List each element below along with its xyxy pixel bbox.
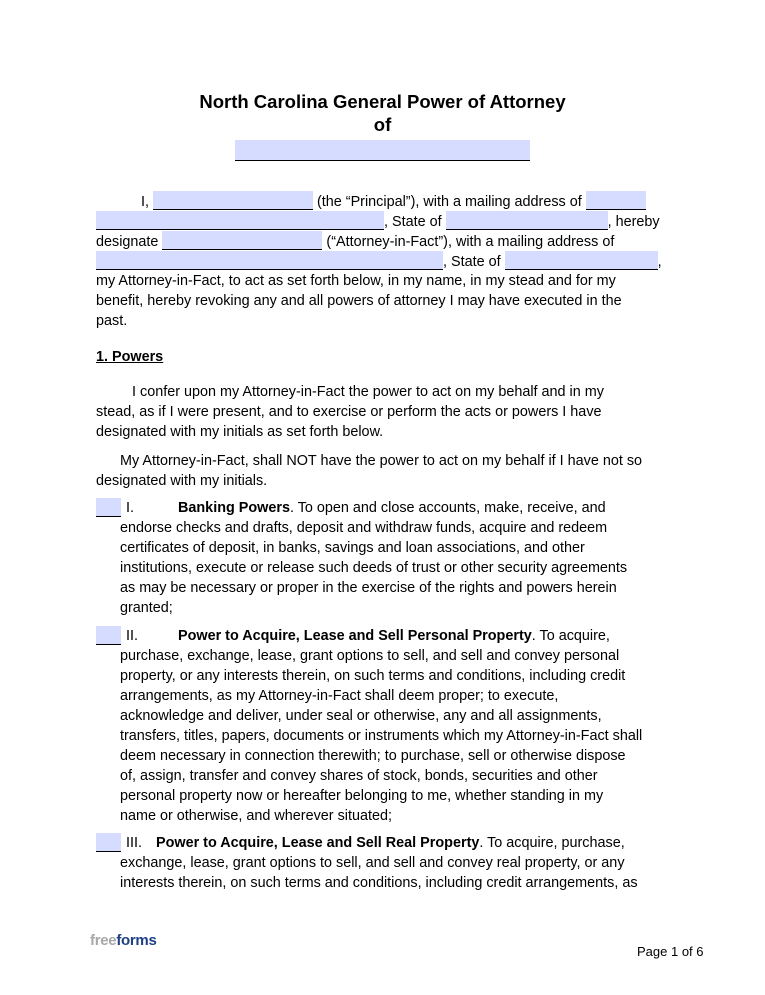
item-2-line: arrangements, as my Attorney-in-Fact shall deem proper; to execute, xyxy=(120,688,559,704)
powers-para2-line1: My Attorney-in-Fact, shall NOT have the power to act on my behalf if I have not so xyxy=(120,453,643,469)
item-2-line: deem necessary in connection therewith; to purchase, sell or otherwise dispose xyxy=(120,748,626,764)
item-2-line: property, or any interests therein, on such terms and conditions, including credit xyxy=(120,668,626,684)
principal-address-field-start[interactable] xyxy=(586,191,646,210)
item-2-body xyxy=(120,646,642,826)
attorney-state-field[interactable] xyxy=(505,251,658,270)
principal-state-field[interactable] xyxy=(446,211,608,230)
item-1-heading: Banking Powers xyxy=(178,500,290,516)
item-numeral-1: I. xyxy=(126,500,134,516)
item-3-heading: Power to Acquire, Lease and Sell Real Property xyxy=(156,835,480,851)
item-1-first-line xyxy=(178,498,606,518)
intro-designate: designate xyxy=(96,234,159,250)
powers-para1-line2: stead, as if I were present, and to exercise or perform the acts or powers I have xyxy=(96,404,602,420)
section-heading-powers: 1. Powers xyxy=(96,349,164,365)
item-3-first-text: . To acquire, purchase, xyxy=(479,835,625,851)
initials-field-real-property[interactable] xyxy=(96,833,121,852)
item-numeral-2: II. xyxy=(126,628,138,644)
item-2-line: purchase, exchange, lease, grant options to sell, and sell and convey personal xyxy=(120,648,620,664)
item-1-line: institutions, execute or release such deeds of trust or other security agreements xyxy=(120,560,628,576)
intro-line-6: benefit, hereby revoking any and all powers of attorney I may have executed in the xyxy=(96,293,622,309)
item-3-line: exchange, lease, grant options to sell, and sell and convey real property, or any xyxy=(120,855,625,871)
page-number: Page 1 of 6 xyxy=(637,944,704,959)
item-1-line: as may be necessary or proper in the exercise of the rights and powers herein xyxy=(120,580,617,596)
document-title-of: of xyxy=(373,114,392,135)
freeforms-logo xyxy=(90,932,157,949)
intro-line-5: my Attorney-in-Fact, to act as set forth below, in my name, in my stead and for my xyxy=(96,273,616,289)
item-2-heading: Power to Acquire, Lease and Sell Personal Property xyxy=(178,628,532,644)
intro-line-4 xyxy=(96,251,676,272)
logo-free: free xyxy=(90,932,117,949)
intro-line-7: past. xyxy=(96,313,128,329)
initials-field-personal-property[interactable] xyxy=(96,626,121,645)
intro-comma: , xyxy=(657,254,662,270)
intro-attorney-text: (“Attorney-in-Fact”), with a mailing address of xyxy=(326,234,615,250)
intro-i: I, xyxy=(141,194,149,210)
logo-forms: forms xyxy=(116,932,157,949)
attorney-address-field[interactable] xyxy=(96,251,443,270)
principal-name-title-field[interactable] xyxy=(235,140,530,161)
intro-line-1 xyxy=(96,191,676,212)
item-1-body xyxy=(120,518,627,618)
principal-address-field[interactable] xyxy=(96,211,384,230)
item-3-body xyxy=(120,853,638,893)
item-1-line: granted; xyxy=(120,600,173,616)
intro-hereby: , hereby xyxy=(607,214,660,230)
principal-name-field[interactable] xyxy=(153,191,313,210)
item-2-first-text: . To acquire, xyxy=(531,628,610,644)
intro-line-2 xyxy=(96,211,676,232)
item-3-line: interests therein, on such terms and conditions, including credit arrangements, as xyxy=(120,875,638,891)
attorney-name-field[interactable] xyxy=(162,231,322,250)
powers-para2-line2: designated with my initials. xyxy=(96,473,268,489)
item-1-first-text: . To open and close accounts, make, receive, and xyxy=(289,500,606,516)
document-title: North Carolina General Power of Attorney xyxy=(199,91,566,112)
item-2-line: name or otherwise, and wherever situated; xyxy=(120,808,392,824)
intro-state-label: , State of xyxy=(384,214,442,230)
item-2-line: of, assign, transfer and convey shares of stock, bonds, securities and other xyxy=(120,768,598,784)
powers-para1-line1: I confer upon my Attorney-in-Fact the power to act on my behalf and in my xyxy=(132,384,604,400)
item-1-line: endorse checks and drafts, deposit and withdraw funds, acquire and redeem xyxy=(120,520,608,536)
item-3-first-line xyxy=(156,833,625,853)
item-2-line: personal property now or hereafter belonging to me, whether standing in my xyxy=(120,788,604,804)
item-2-line: transfers, titles, papers, documents or instruments which my Attorney-in-Fact shall xyxy=(120,728,643,744)
item-1-line: certificates of deposit, in banks, savings and loan associations, and other xyxy=(120,540,585,556)
initials-field-banking[interactable] xyxy=(96,498,121,517)
intro-state-label-2: , State of xyxy=(443,254,501,270)
intro-line-3 xyxy=(96,231,676,252)
item-numeral-3: III. xyxy=(126,835,142,851)
item-2-first-line xyxy=(178,626,610,646)
item-2-line: acknowledge and deliver, under seal or otherwise, any and all assignments, xyxy=(120,708,602,724)
powers-para1-line3: designated with my initials as set forth below. xyxy=(96,424,384,440)
intro-principal-text: (the “Principal”), with a mailing address of xyxy=(317,194,582,210)
